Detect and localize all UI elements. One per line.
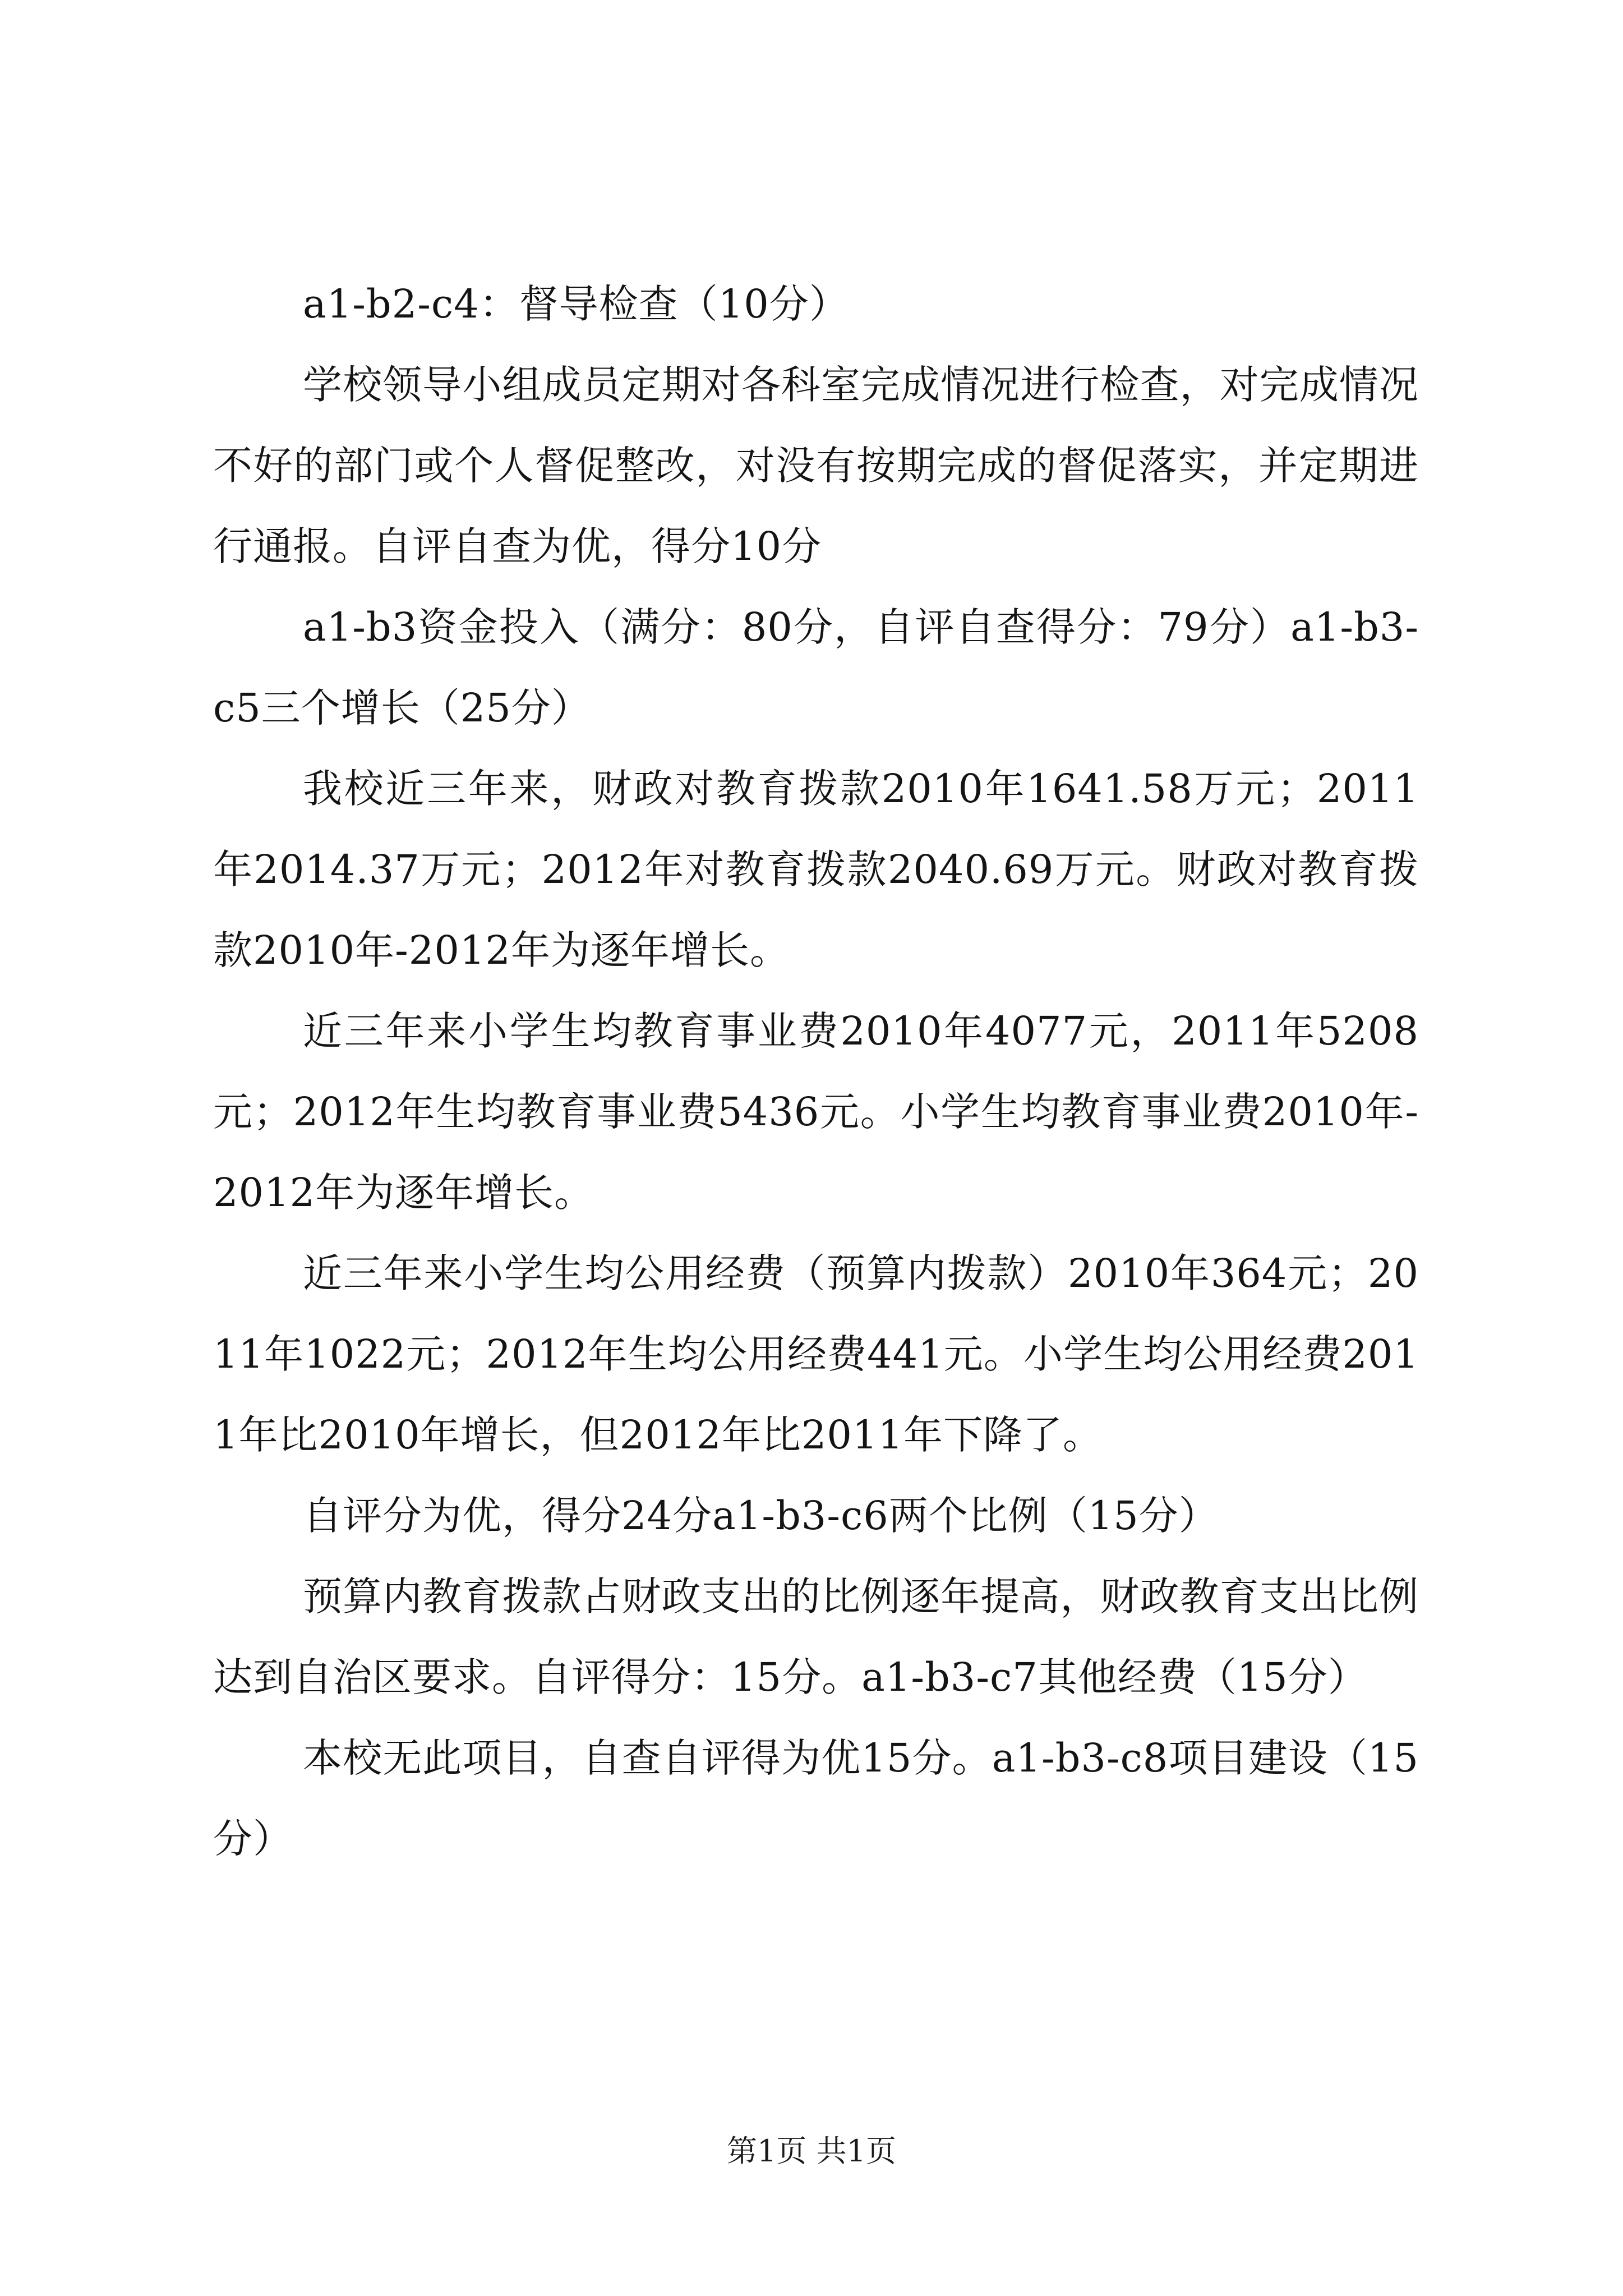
paragraph-funding-heading: a1-b3资金投入（满分：80分，自评自查得分：79分）a1-b3-c5三个增长（25分） (213, 604, 1419, 731)
paragraph-supervision-heading: a1-b2-c4：督导检查（10分） (303, 281, 849, 327)
page-footer: 第1页 共1页 (727, 2133, 896, 2169)
paragraph-per-student-public-funds: 近三年来小学生均公用经费（预算内拨款）2010年364元；2011年1022元；2012年生均公用经费441元。小学生均公用经费2011年比2010年增长，但2012年比2011年下降了。 (213, 1250, 1419, 1458)
paragraph-per-student-expense: 近三年来小学生均教育事业费2010年4077元，2011年5208元；2012年生均教育事业费5436元。小学生均教育事业费2010年-2012年为逐年增长。 (213, 1008, 1419, 1216)
paragraph-supervision-detail: 学校领导小组成员定期对各科室完成情况进行检查，对完成情况不好的部门或个人督促整改，对没有按期完成的督促落实，并定期进行通报。自评自查为优，得分10分 (213, 362, 1419, 569)
document-body (213, 264, 1419, 1879)
paragraph-other-funds: 本校无此项目，自查自评得为优15分。a1-b3-c8项目建设（15分） (213, 1735, 1419, 1862)
paragraph-ratio-detail: 预算内教育拨款占财政支出的比例逐年提高，财政教育支出比例达到自治区要求。自评得分：15分。a1-b3-c7其他经费（15分） (213, 1573, 1419, 1700)
paragraph-two-ratios-heading: 自评分为优，得分24分a1-b3-c6两个比例（15分） (303, 1493, 1219, 1539)
paragraph-education-appropriation: 我校近三年来，财政对教育拨款2010年1641.58万元；2011年2014.37万元；2012年对教育拨款2040.69万元。财政对教育拨款2010年-2012年为逐年增长。 (213, 766, 1419, 973)
